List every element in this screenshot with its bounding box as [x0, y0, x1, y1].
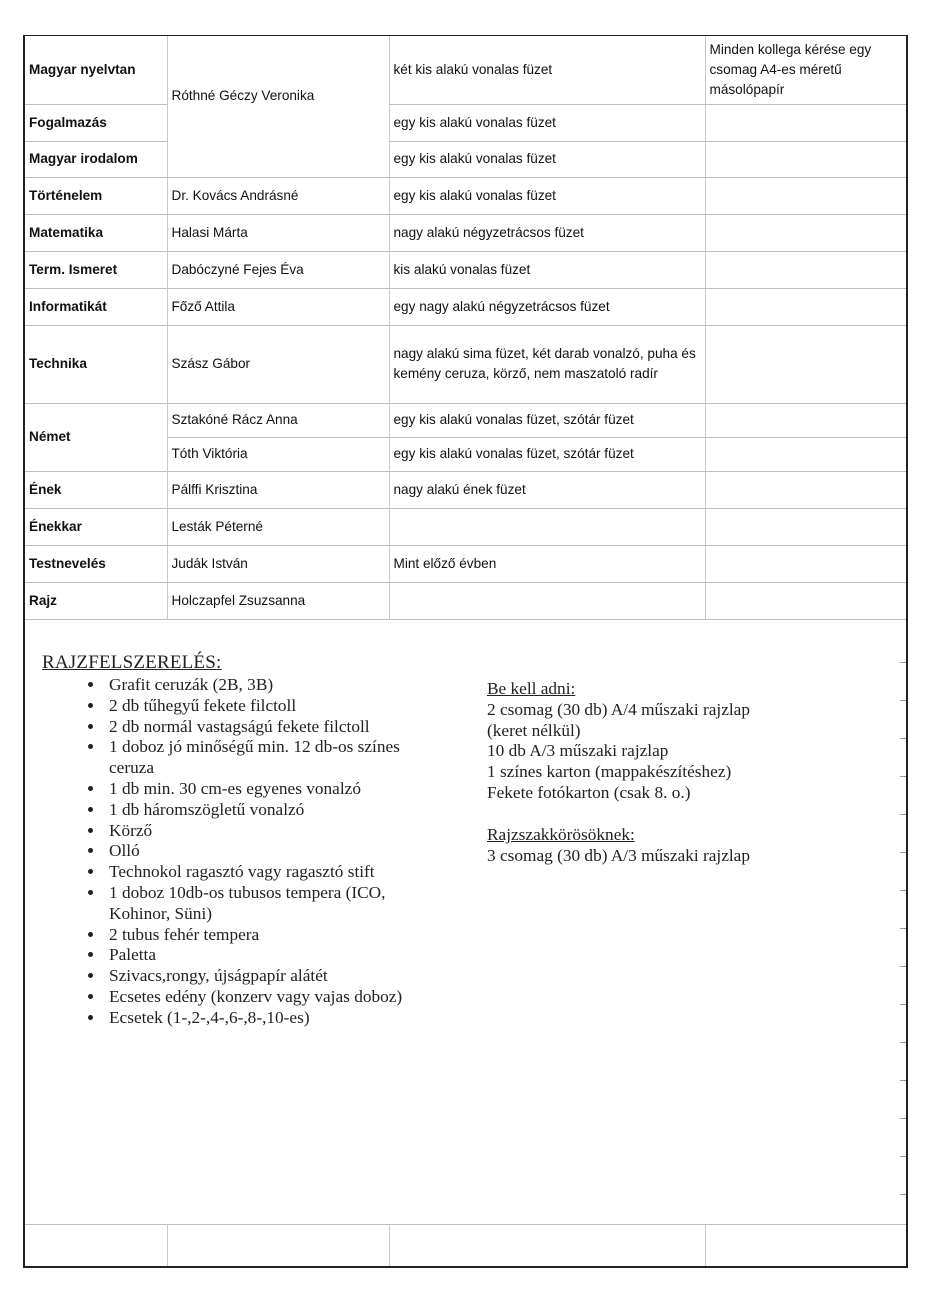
list-item: • Ecsetek (1-,2-,4-,6-,8-,10-es): [105, 1008, 435, 1029]
subject-cell: Technika: [25, 325, 167, 403]
teacher-cell: Holczapfel Zsuzsanna: [167, 582, 389, 619]
teacher-cell: Halasi Márta: [167, 214, 389, 251]
note-cell: [705, 508, 906, 545]
subject-cell: Term. Ismeret: [25, 251, 167, 288]
list-item: • 1 doboz jó minőségű min. 12 db-os színes ceruza: [105, 737, 435, 779]
table-row: [25, 471, 906, 508]
table-row: [25, 104, 906, 141]
drawing-equipment-section: [25, 624, 906, 1225]
items-cell: nagy alakú sima füzet, két darab vonalzó, puha és kemény ceruza, körző, nem maszatoló radír: [389, 325, 705, 403]
submit-line: Fekete fotókarton (csak 8. o.): [487, 782, 691, 802]
items-cell: nagy alakú ének füzet: [389, 471, 705, 508]
list-item: • 1 doboz 10db-os tubusos tempera (ICO, Kohinor, Süni): [105, 883, 435, 925]
list-item: • Paletta: [105, 945, 435, 966]
list-item: • 1 db háromszögletű vonalzó: [105, 800, 435, 821]
items-cell: nagy alakú négyzetrácsos füzet: [389, 214, 705, 251]
list-item: • Szivacs,rongy, újságpapír alátét: [105, 966, 435, 987]
items-cell: kis alakú vonalas füzet: [389, 251, 705, 288]
note-cell: [705, 403, 906, 437]
list-item: • Grafit ceruzák (2B, 3B): [105, 675, 435, 696]
note-cell: [705, 471, 906, 508]
subject-cell: Magyar irodalom: [25, 141, 167, 177]
teacher-cell: Lesták Péterné: [167, 508, 389, 545]
items-cell: egy kis alakú vonalas füzet: [389, 141, 705, 177]
subject-cell: Informatikát: [25, 288, 167, 325]
items-cell: egy kis alakú vonalas füzet: [389, 104, 705, 141]
table-row: [25, 288, 906, 325]
teacher-cell: Pálffi Krisztina: [167, 471, 389, 508]
list-item: • Olló: [105, 841, 435, 862]
subject-cell: Fogalmazás: [25, 104, 167, 141]
list-item: • Technokol ragasztó vagy ragasztó stift: [105, 862, 435, 883]
list-item: • Ecsetes edény (konzerv vagy vajas doboz): [105, 987, 435, 1008]
table-row: [25, 177, 906, 214]
drawing-equipment-title: RAJZFELSZERELÉS:: [42, 652, 222, 673]
subject-cell: Történelem: [25, 177, 167, 214]
items-cell: egy kis alakú vonalas füzet: [389, 177, 705, 214]
items-cell: Mint előző évben: [389, 545, 705, 582]
document-page: [23, 35, 908, 1268]
table-row: [25, 141, 906, 177]
note-cell: Minden kollega kérése egy csomag A4-es méretű másolópapír: [705, 36, 906, 104]
table-row: [25, 325, 906, 403]
subject-cell: Testnevelés: [25, 545, 167, 582]
teacher-cell: Főző Attila: [167, 288, 389, 325]
empty-cell: [167, 1225, 389, 1266]
submit-line: (keret nélkül): [487, 720, 581, 740]
items-cell: két kis alakú vonalas füzet: [389, 36, 705, 104]
items-cell: [389, 582, 705, 619]
teacher-cell: Dabóczyné Fejes Éva: [167, 251, 389, 288]
table-row: [25, 403, 906, 437]
club-heading: Rajzszakkörösöknek:: [487, 824, 635, 844]
items-cell: [389, 508, 705, 545]
table-row: [25, 251, 906, 288]
teacher-cell: Szász Gábor: [167, 325, 389, 403]
note-cell: [705, 437, 906, 471]
note-cell: [705, 545, 906, 582]
teacher-cell: Dr. Kovács Andrásné: [167, 177, 389, 214]
subject-cell: Rajz: [25, 582, 167, 619]
table-row: [25, 214, 906, 251]
note-cell: [705, 177, 906, 214]
table-row: [25, 582, 906, 619]
list-item: • 1 db min. 30 cm-es egyenes vonalzó: [105, 779, 435, 800]
teacher-cell: Róthné Géczy Veronika: [167, 36, 389, 177]
teacher-cell: Judák István: [167, 545, 389, 582]
list-item: • Körző: [105, 821, 435, 842]
submission-block: [487, 679, 750, 866]
subject-cell: Matematika: [25, 214, 167, 251]
subject-cell: Ének: [25, 471, 167, 508]
submit-line: 2 csomag (30 db) A/4 műszaki rajzlap: [487, 699, 750, 719]
items-cell: egy kis alakú vonalas füzet, szótár füzet: [389, 403, 705, 437]
table-row: [25, 36, 906, 104]
subject-cell: Német: [25, 403, 167, 471]
club-line: 3 csomag (30 db) A/3 műszaki rajzlap: [487, 845, 750, 865]
note-cell: [705, 288, 906, 325]
subject-cell: Magyar nyelvtan: [25, 36, 167, 104]
submit-heading: Be kell adni:: [487, 679, 576, 698]
list-item: • 2 db tűhegyű fekete filctoll: [105, 696, 435, 717]
equipment-list: [55, 675, 435, 1029]
table-row: [25, 508, 906, 545]
supplies-table: [25, 36, 906, 620]
note-cell: [705, 582, 906, 619]
items-cell: egy kis alakú vonalas füzet, szótár füzet: [389, 437, 705, 471]
list-item: • 2 db normál vastagságú fekete filctoll: [105, 717, 435, 738]
note-cell: [705, 141, 906, 177]
submit-line: 1 színes karton (mappakészítéshez): [487, 762, 732, 782]
teacher-cell: Sztakóné Rácz Anna: [167, 403, 389, 437]
note-cell: [705, 104, 906, 141]
empty-cell: [25, 1225, 167, 1266]
note-cell: [705, 214, 906, 251]
teacher-cell: Tóth Viktória: [167, 437, 389, 471]
empty-bottom-row: [25, 1225, 906, 1266]
empty-cell: [389, 1225, 705, 1266]
table-row: [25, 545, 906, 582]
note-cell: [705, 325, 906, 403]
submit-line: 10 db A/3 műszaki rajzlap: [487, 741, 669, 761]
note-cell: [705, 251, 906, 288]
subject-cell: Énekkar: [25, 508, 167, 545]
list-item: • 2 tubus fehér tempera: [105, 925, 435, 946]
empty-cell: [705, 1225, 906, 1266]
items-cell: egy nagy alakú négyzetrácsos füzet: [389, 288, 705, 325]
